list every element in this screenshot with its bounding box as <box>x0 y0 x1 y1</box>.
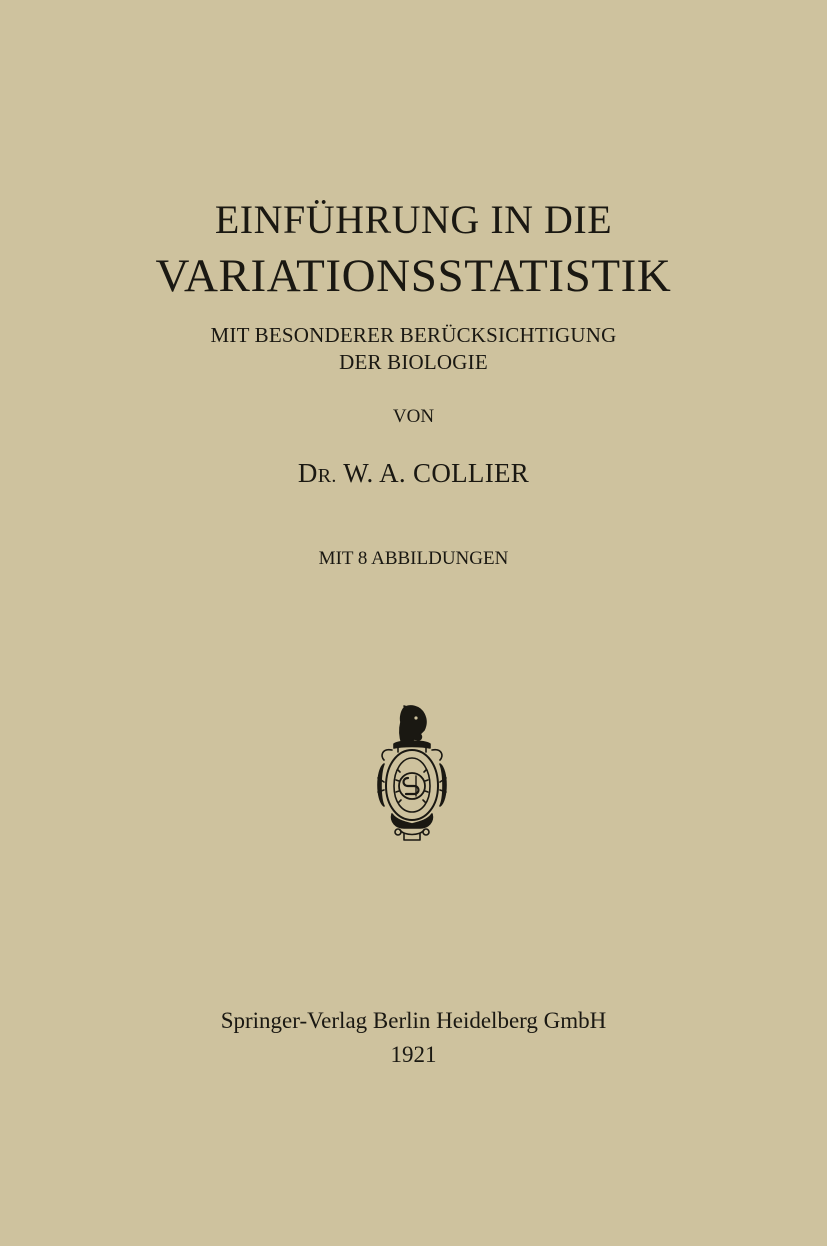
author-title-initial: D <box>297 458 318 488</box>
springer-knight-emblem-icon <box>374 704 450 842</box>
publisher-name: Springer-Verlag Berlin Heidelberg GmbH <box>220 1008 607 1033</box>
subtitle-line-2: DER BIOLOGIE <box>339 350 488 374</box>
subtitle-line-1: MIT BESONDERER BERÜCKSICHTIGUNG <box>210 323 617 347</box>
author-title-rest: R. <box>317 465 337 487</box>
author-name-text: W. A. COLLIER <box>336 458 530 488</box>
title-line-1: EINFÜHRUNG IN DIE <box>214 197 613 242</box>
publication-year: 1921 <box>390 1042 437 1067</box>
by-label: VON <box>392 406 435 427</box>
title-line-2: VARIATIONSSTATISTIK <box>155 250 672 302</box>
illustrations-note: MIT 8 ABBILDUNGEN <box>318 548 509 569</box>
author-name <box>0 458 827 489</box>
